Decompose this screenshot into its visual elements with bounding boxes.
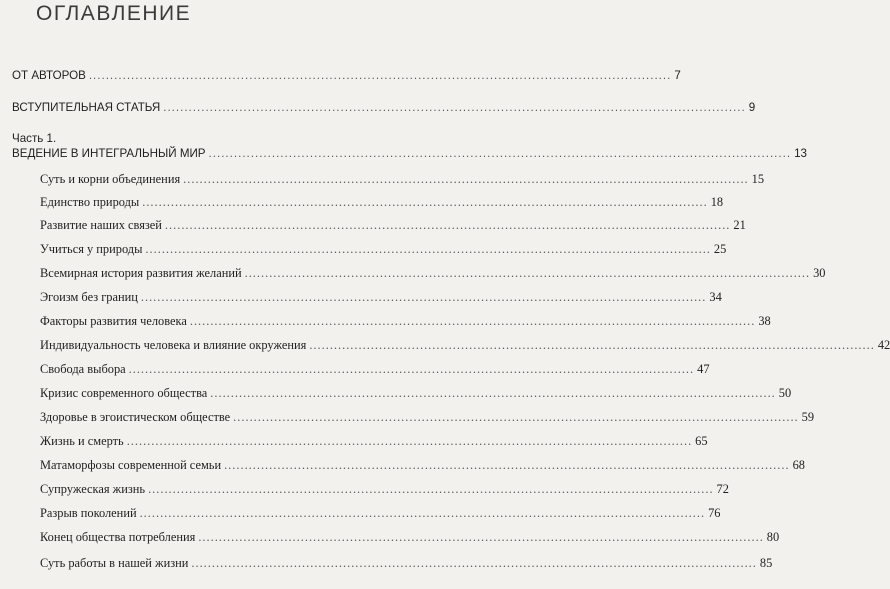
toc-item-page: 42 (877, 338, 890, 352)
toc-item-label: Всемирная история развития желаний (40, 266, 242, 280)
toc-item-page: 15 (751, 172, 765, 186)
toc-item-label: Кризис современного общества (40, 386, 208, 400)
toc-item-label: Индивидуальность человека и влияние окружения (40, 338, 307, 352)
dot-leader: .......................................................................................................................................... (145, 242, 711, 256)
toc-item-page: 38 (758, 314, 771, 328)
toc-part-title-entry[interactable] (12, 147, 807, 160)
dot-leader: .......................................................................................................................................... (128, 362, 695, 376)
toc-item-label: Факторы развития человека (40, 314, 187, 328)
toc-item-label: Суть и корни объединения (40, 172, 181, 186)
toc-entry-page: 13 (794, 147, 807, 160)
dot-leader: .......................................................................................................................................... (189, 314, 756, 328)
toc-item-page: 47 (697, 362, 710, 376)
toc-item-label: Учиться у природы (40, 242, 143, 256)
toc-item[interactable] (40, 266, 826, 281)
toc-item[interactable] (40, 530, 780, 545)
toc-item[interactable] (40, 195, 724, 210)
part-number: Часть 1. (12, 132, 57, 145)
dot-leader: .......................................................................................................................................... (191, 556, 757, 570)
toc-item-label: Суть работы в нашей жизни (40, 556, 189, 570)
toc-entry[interactable] (12, 69, 681, 82)
part-title: ВЕДЕНИЕ В ИНТЕГРАЛЬНЫЙ МИР (12, 147, 206, 160)
dot-leader: .......................................................................................................................................... (142, 195, 708, 209)
dot-leader: .......................................................................................................................................... (139, 506, 706, 520)
dot-leader: .......................................................................................................................................... (198, 530, 764, 544)
toc-item[interactable] (40, 172, 765, 187)
dot-leader: .......................................................................................................................................... (309, 338, 875, 352)
dot-leader: .......................................................................................................................................... (244, 266, 811, 280)
dot-leader: .......................................................................................................................................... (163, 101, 746, 114)
dot-leader: .......................................................................................................................................... (140, 290, 707, 304)
toc-item[interactable] (40, 218, 746, 233)
toc-item-label: Конец общества потребления (40, 530, 196, 544)
toc-item-page: 68 (792, 458, 805, 472)
toc-item-label: Матаморфозы современной семьи (40, 458, 222, 472)
toc-item[interactable] (40, 434, 708, 449)
toc-entry-label: ВСТУПИТЕЛЬНАЯ СТАТЬЯ (12, 101, 161, 114)
toc-item[interactable] (40, 458, 805, 473)
dot-leader: .......................................................................................................................................... (164, 218, 731, 232)
dot-leader: .......................................................................................................................................... (210, 386, 776, 400)
toc-item-label: Жизнь и смерть (40, 434, 124, 448)
toc-item[interactable] (40, 290, 722, 305)
toc-item[interactable] (40, 506, 721, 521)
toc-item-page: 50 (778, 386, 792, 400)
toc-item-label: Здоровье в эгоистическом обществе (40, 410, 231, 424)
toc-item-label: Развитие наших связей (40, 218, 162, 232)
dot-leader: .......................................................................................................................................... (208, 147, 792, 160)
toc-item[interactable] (40, 410, 815, 425)
toc-item[interactable] (40, 386, 792, 401)
toc-item-page: 21 (733, 218, 746, 232)
toc-item[interactable] (40, 242, 727, 257)
toc-item[interactable] (40, 482, 729, 497)
toc-item-page: 76 (708, 506, 721, 520)
toc-entry-label: ОТ АВТОРОВ (12, 69, 86, 82)
dot-leader: .......................................................................................................................................... (88, 69, 672, 82)
toc-item-label: Единство природы (40, 195, 140, 209)
toc-item[interactable] (40, 314, 771, 329)
toc-item[interactable] (40, 338, 890, 353)
toc-item-label: Супружеская жизнь (40, 482, 146, 496)
toc-item-page: 72 (716, 482, 729, 496)
toc-item-page: 80 (766, 530, 780, 544)
dot-leader: .......................................................................................................................................... (224, 458, 790, 472)
dot-leader: .......................................................................................................................................... (233, 410, 799, 424)
toc-item[interactable] (40, 362, 710, 377)
toc-item-page: 30 (813, 266, 826, 280)
toc-item[interactable] (40, 556, 773, 571)
toc-item-page: 18 (710, 195, 724, 209)
dot-leader: .......................................................................................................................................... (183, 172, 749, 186)
toc-item-page: 25 (713, 242, 727, 256)
toc-item-page: 85 (759, 556, 773, 570)
dot-leader: .......................................................................................................................................... (148, 482, 714, 496)
toc-entry[interactable] (12, 101, 756, 114)
toc-item-page: 34 (709, 290, 722, 304)
toc-item-label: Разрыв поколений (40, 506, 137, 520)
toc-entry-page: 7 (674, 69, 681, 82)
toc-entry-page: 9 (748, 101, 756, 114)
toc-item-page: 65 (695, 434, 708, 448)
toc-item-label: Свобода выбора (40, 362, 126, 376)
toc-item-page: 59 (801, 410, 815, 424)
dot-leader: .......................................................................................................................................... (126, 434, 693, 448)
page-title: ОГЛАВЛЕНИЕ (36, 2, 192, 25)
toc-item-label: Эгоизм без границ (40, 290, 138, 304)
